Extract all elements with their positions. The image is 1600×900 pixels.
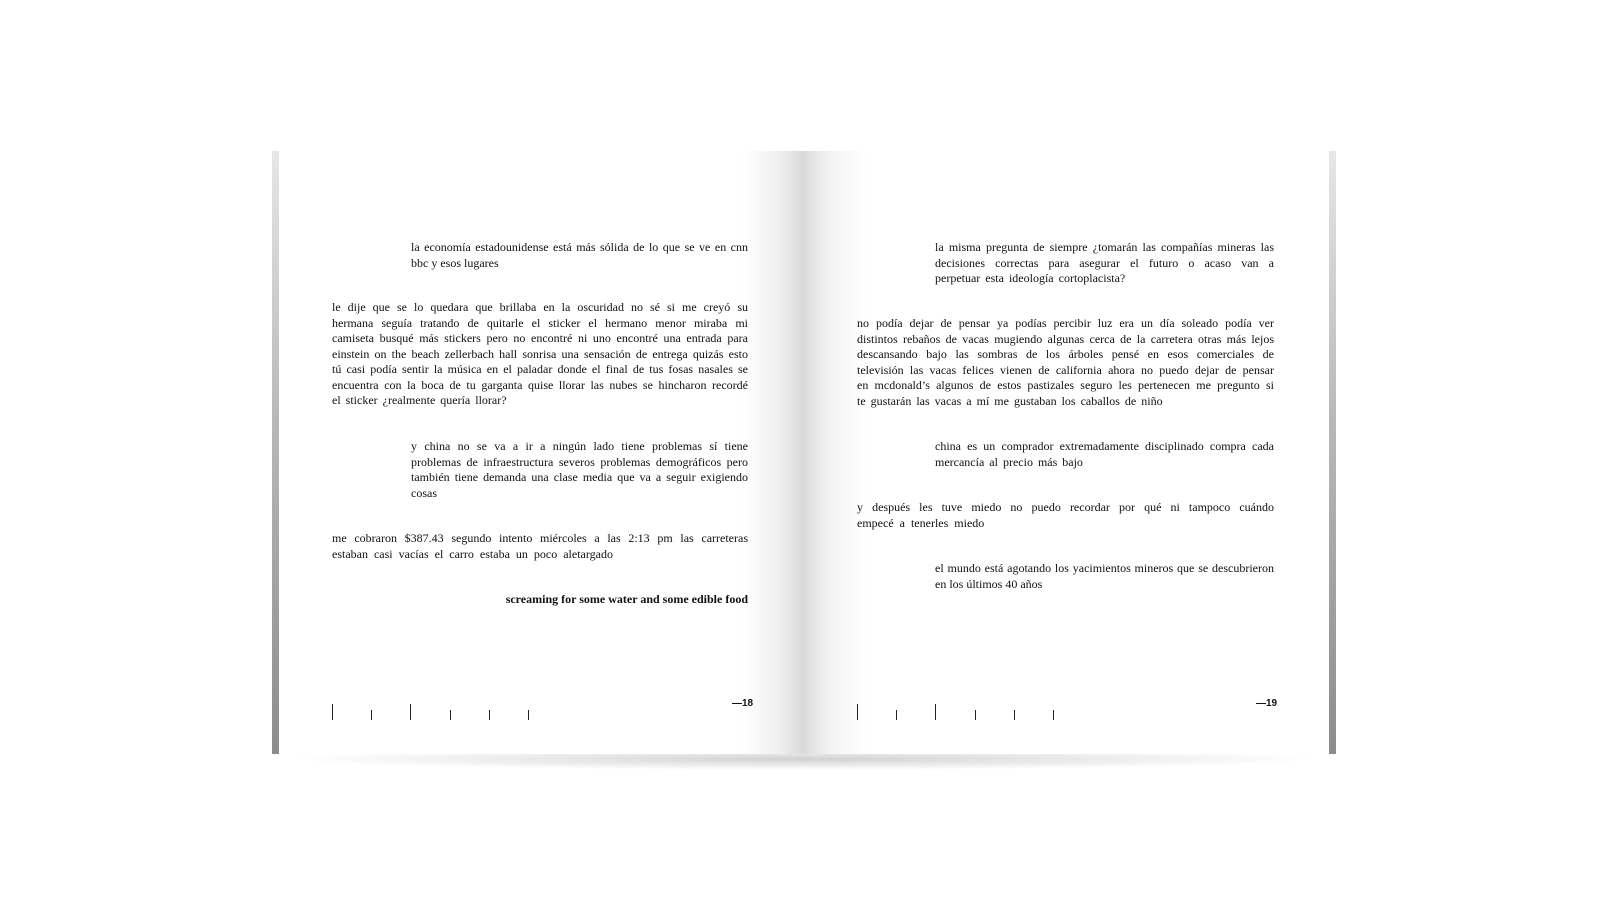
tick-mark — [410, 704, 411, 720]
tick-mark — [935, 704, 936, 720]
left-paragraph-3: y china no se va a ir a ningún lado tiene problemas sí tiene problemas de infraestructura severos problemas demográficos pero también tiene demanda una clase media que va a seguir exigiendo cosas — [411, 439, 748, 500]
tick-mark — [528, 710, 529, 720]
left-paragraph-1: la economía estadounidense está más sólida de lo que se ve en cnn bbc y esos lugares — [411, 240, 748, 270]
left-paragraph-2: le dije que se lo quedara que brillaba en la oscuridad no sé si me creyó su hermana seguía tratando de quitarle el sticker el hermano menor miraba mi camiseta busqué más stickers pero no encontré ni uno encontré una entrada para einstein on the beach zellerbach hall sonrisa una sensación de entrega quizás esto tú casi podía sentir la música en el paladar donde el final de tus fosas nasales se encuentra con la boca de tu garganta quise llorar las nubes se hincharon recordé el sticker ¿realmente quería llorar? — [332, 300, 748, 407]
right-paragraph-5: el mundo está agotando los yacimientos mineros que se descubrieron en los últimos 40 años — [935, 561, 1274, 591]
tick-mark — [489, 710, 490, 720]
tick-mark — [896, 710, 897, 720]
tick-mark — [857, 704, 858, 720]
tick-mark — [975, 710, 976, 720]
left-page-number: —18 — [732, 698, 754, 709]
left-bold-line: screaming for some water and some edible food — [505, 592, 748, 606]
right-page-tick-marks — [857, 700, 1057, 720]
left-page-tick-marks — [332, 700, 532, 720]
left-paragraph-4: me cobraron $387.43 segundo intento miércoles a las 2:13 pm las carreteras estaban casi vacías el carro estaba un poco aletargado — [332, 531, 748, 561]
left-page-edge — [272, 151, 279, 754]
right-paragraph-3: china es un comprador extremadamente disciplinado compra cada mercancía al precio más bajo — [935, 439, 1274, 469]
right-page-edge — [1329, 151, 1336, 754]
right-paragraph-1: la misma pregunta de siempre ¿tomarán las compañías mineras las decisiones correctas para asegurar el futuro o acaso van a perpetuar esta ideología cortoplacista? — [935, 240, 1274, 285]
right-page-number: —19 — [1256, 698, 1278, 709]
right-paragraph-4: y después les tuve miedo no puedo recordar por qué ni tampoco cuándo empecé a tenerles miedo — [857, 500, 1274, 530]
tick-mark — [371, 710, 372, 720]
right-paragraph-2: no podía dejar de pensar ya podías percibir luz era un día soleado podía ver distintos rebaños de vacas mugiendo algunas cerca de la carretera otras más lejos descansando bajo las sombras de los árboles pensé en esos comerciales de televisión las vacas felices vienen de california ahora no puedo dejar de pensar en mcdonald’s algunos de estos pastizales seguro les pertenecen me pregunto si te gustarán las vacas a mí me gustaban los caballos de niño — [857, 316, 1274, 408]
tick-mark — [450, 710, 451, 720]
tick-mark — [1014, 710, 1015, 720]
tick-mark — [332, 704, 333, 720]
tick-mark — [1053, 710, 1054, 720]
